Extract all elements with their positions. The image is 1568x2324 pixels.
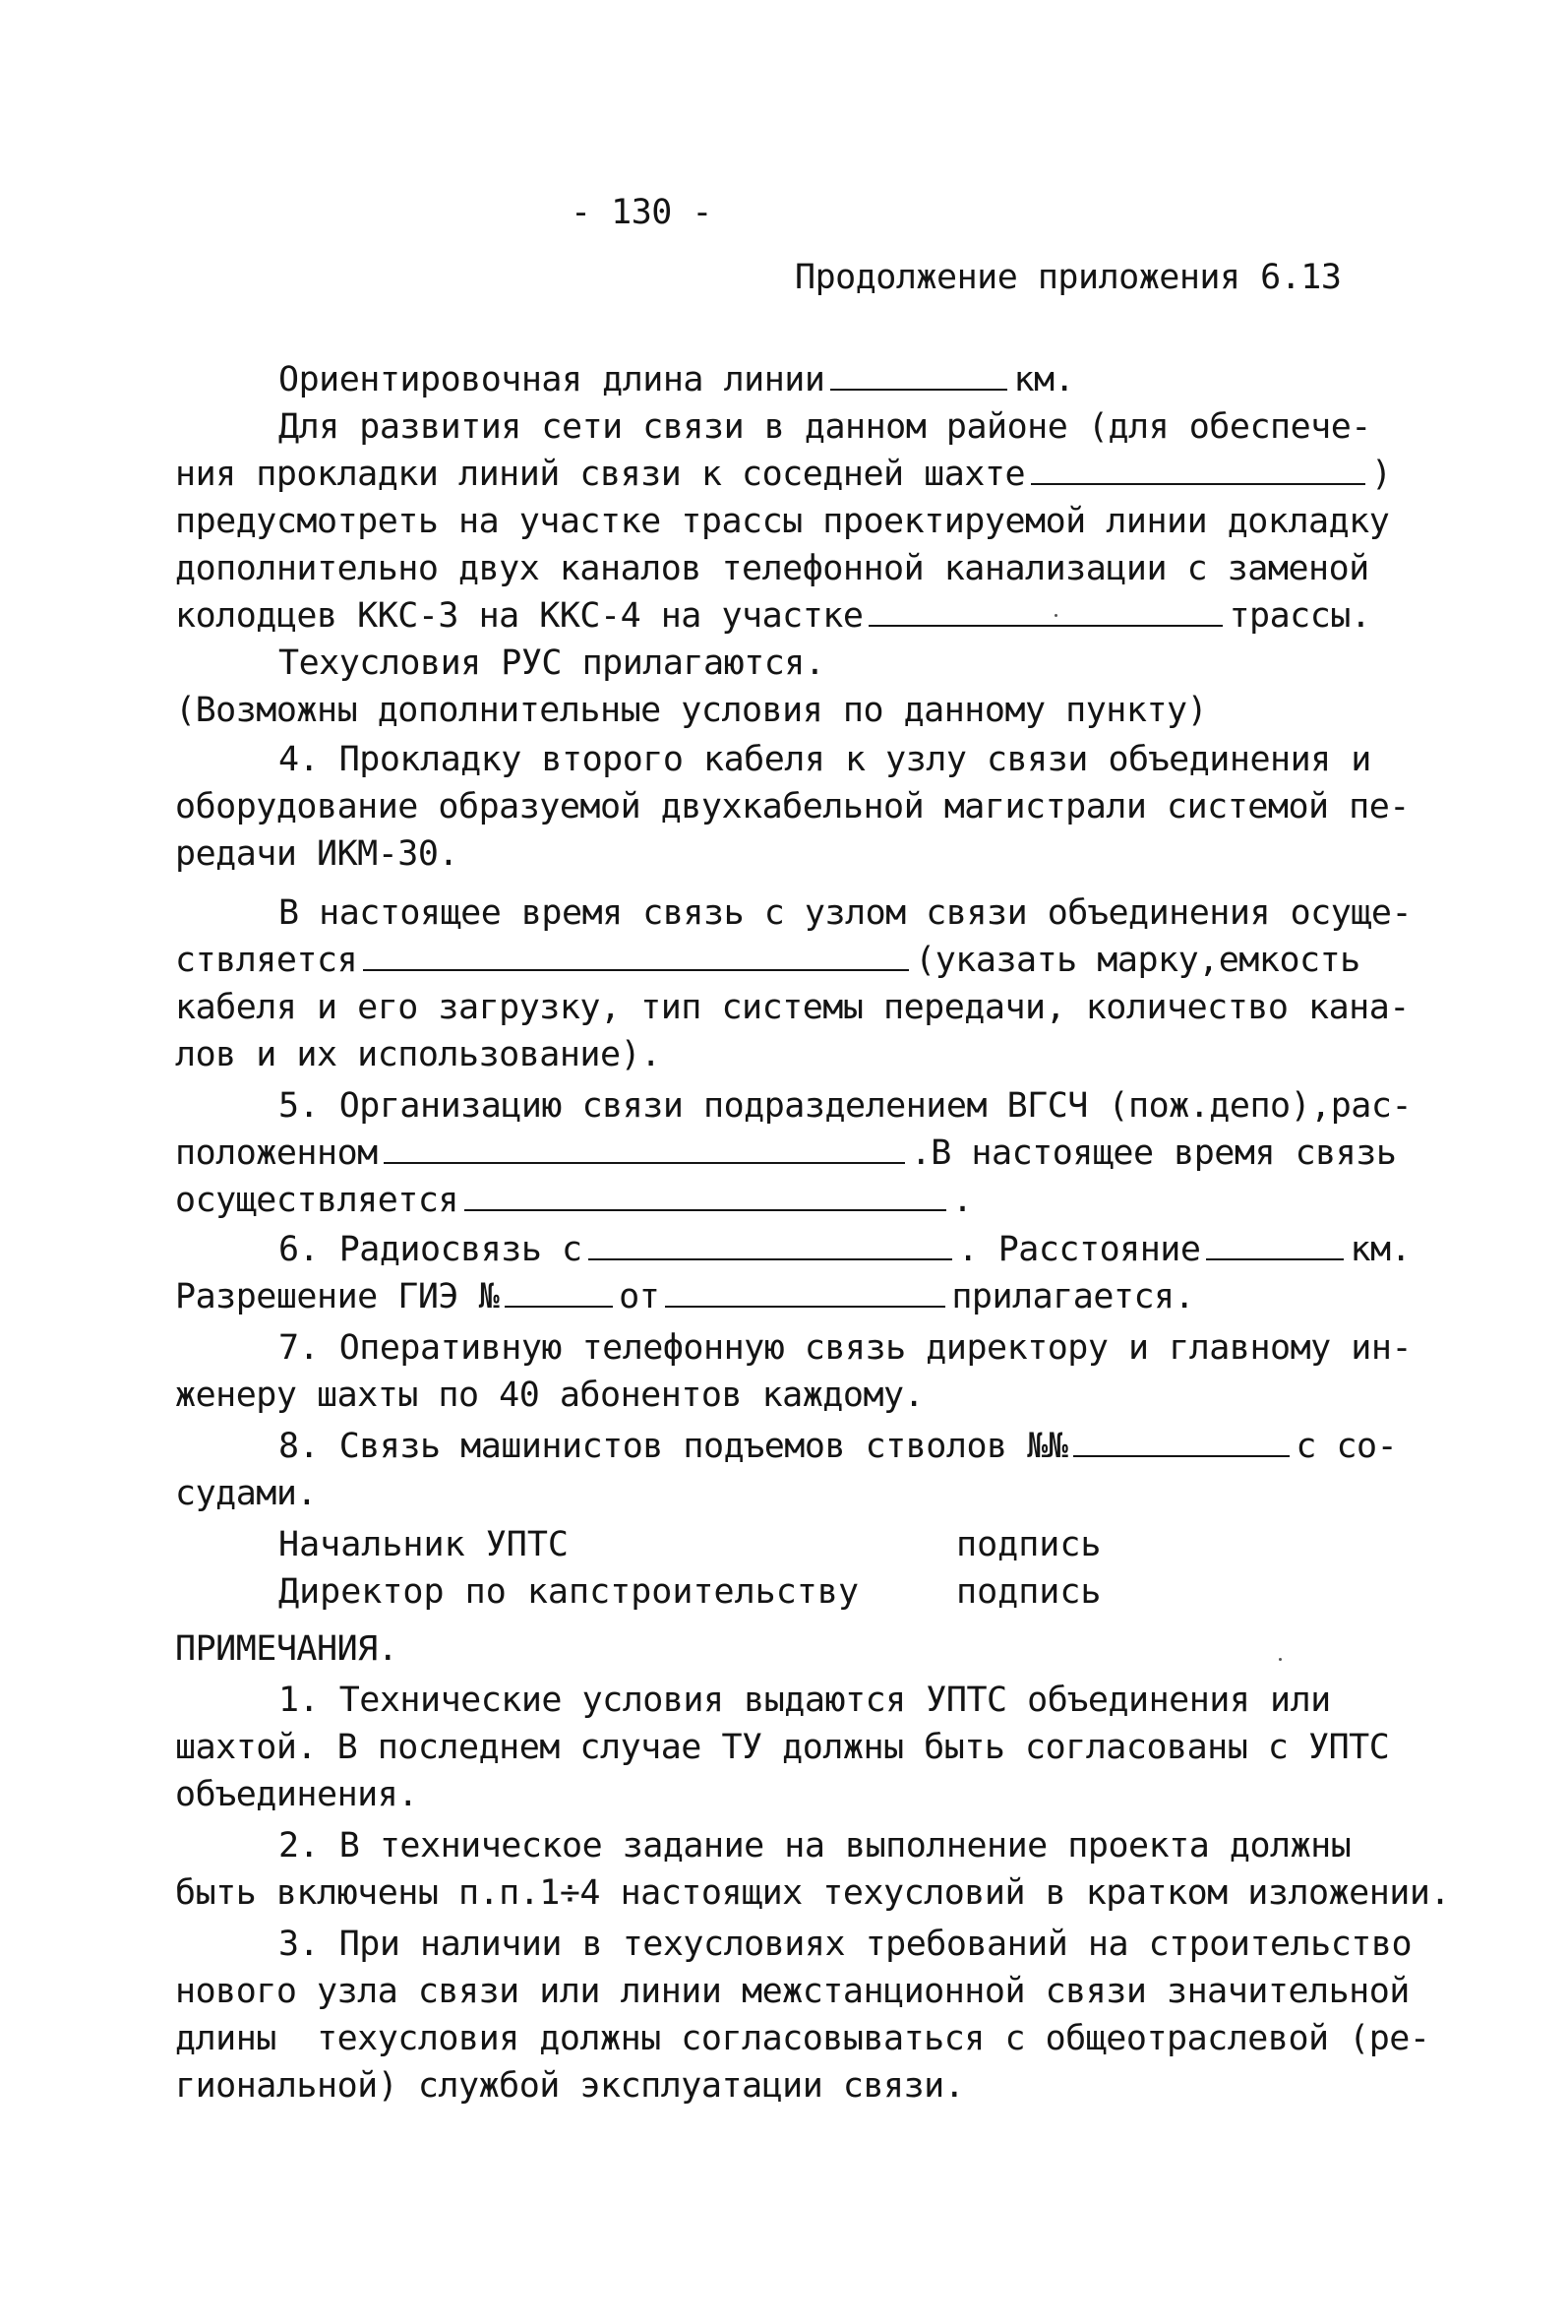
section-row [175, 592, 1370, 640]
paragraph-line: редачи ИКМ-30. [175, 834, 459, 874]
route-word: трассы. [1229, 596, 1371, 636]
current-link-blank [363, 938, 909, 971]
paragraph-line: женеру шахты по 40 абонентов каждому. [175, 1376, 925, 1415]
location-row [175, 1130, 1396, 1177]
line-length-row [278, 356, 1074, 403]
line-length-blank [830, 357, 1007, 391]
from-label: от [619, 1277, 660, 1316]
note-1: 1. Технические условия выдаются УПТС объединения или [278, 1681, 1331, 1720]
item-8-line: 8. Связь машинистов подъемов стволов №№ [278, 1427, 1068, 1466]
item-7-line: 7. Оперативную телефонную связь директору и главному ин- [278, 1328, 1413, 1368]
paragraph-line: быть включены п.п.1÷4 настоящих техусловий в кратком изложении. [175, 1873, 1451, 1913]
paragraph-line: В настоящее время связь с узлом связи объединения осуще- [278, 893, 1413, 933]
paragraph-line: Для развития сети связи в данном районе (для обеспече- [278, 407, 1371, 447]
signature-placeholder: подпись [956, 1572, 1102, 1612]
paragraph-line: дополнительно двух каналов телефонной канализации с заменой [175, 549, 1369, 588]
line-length-label: Ориентировочная длина линии [278, 360, 825, 399]
paragraph-line: предусмотреть на участке трассы проектируемой линии докладку [175, 502, 1390, 541]
section-blank [869, 593, 1223, 627]
shafts-blank [1073, 1424, 1290, 1457]
radio-row [278, 1226, 1411, 1273]
paragraph-line: судами. [175, 1474, 318, 1513]
paragraph-line: .В настоящее время связь [910, 1133, 1397, 1173]
realized-row [175, 1177, 973, 1224]
attached-label: прилагается. [951, 1277, 1195, 1316]
page-number: - 130 - [571, 193, 713, 232]
permit-date-blank [665, 1274, 945, 1308]
period: . [952, 1181, 973, 1220]
item-6-line: 6. Радиосвязь с [278, 1230, 582, 1269]
neighbor-mine-blank [1031, 452, 1365, 485]
paragraph-line: нового узла связи или линии межстанционной связи значительной [175, 1972, 1410, 2011]
paragraph-line: колодцев ККС-3 на ККС-4 на участке [175, 596, 864, 636]
paragraph-line: кабеля и его загрузку, тип системы передачи, количество кана- [175, 988, 1410, 1027]
paragraph-line: Техусловия РУС прилагаются. [278, 643, 825, 683]
paragraph-line: лов и их использование). [175, 1035, 661, 1074]
scan-speck [1279, 1658, 1282, 1661]
distance-blank [1206, 1227, 1344, 1260]
signature-role: Начальник УПТС [278, 1525, 570, 1564]
realized-blank [464, 1178, 946, 1211]
distance-label: . Расстояние [957, 1230, 1201, 1269]
shafts-row [278, 1423, 1397, 1470]
neighbor-mine-row [175, 451, 1392, 498]
radio-blank [588, 1227, 952, 1260]
km-unit: км. [1350, 1230, 1412, 1269]
location-blank [384, 1131, 905, 1164]
permit-number-blank [505, 1274, 613, 1308]
signature-role: Директор по капстроительству [278, 1572, 860, 1612]
paragraph-line: гиональной) службой эксплуатации связи. [175, 2066, 965, 2106]
paren-close: ) [1371, 455, 1392, 494]
paragraph-line: объединения. [175, 1775, 418, 1814]
signature-placeholder: подпись [956, 1525, 1102, 1564]
paragraph-line: положенном [175, 1133, 378, 1173]
permit-row [175, 1273, 1194, 1320]
item-4-line: 4. Прокладку второго кабеля к узлу связи объединения и [278, 740, 1371, 779]
paragraph-line: (указать марку,емкость [915, 941, 1360, 980]
appendix-continuation-title: Продолжение приложения 6.13 [795, 258, 1342, 297]
scan-speck [1055, 614, 1057, 617]
km-unit: км. [1013, 360, 1075, 399]
notes-heading: ПРИМЕЧАНИЯ. [175, 1629, 398, 1669]
paragraph-line: осуществляется [175, 1181, 459, 1220]
paragraph-line: с со- [1296, 1427, 1398, 1466]
paragraph-line: оборудование образуемой двухкабельной магистрали системой пе- [175, 787, 1410, 826]
paragraph-line: ния прокладки линий связи к соседней шахте [175, 455, 1026, 494]
paragraph-line: длины техусловия должны согласовываться с общеотраслевой (ре- [175, 2019, 1430, 2058]
paragraph-line: ствляется [175, 941, 358, 980]
permit-label: Разрешение ГИЭ № [175, 1277, 500, 1316]
note-2: 2. В техническое задание на выполнение проекта должны [278, 1826, 1352, 1865]
note-3: 3. При наличии в техусловиях требований на строительство [278, 1925, 1413, 1964]
paragraph-line: шахтой. В последнем случае ТУ должны быть согласованы с УПТС [175, 1728, 1390, 1767]
item-5-line: 5. Организацию связи подразделением ВГСЧ (пож.депо),рас- [278, 1086, 1413, 1126]
paragraph-line: (Возможны дополнительные условия по данному пункту) [175, 691, 1208, 730]
current-link-row [175, 937, 1360, 984]
